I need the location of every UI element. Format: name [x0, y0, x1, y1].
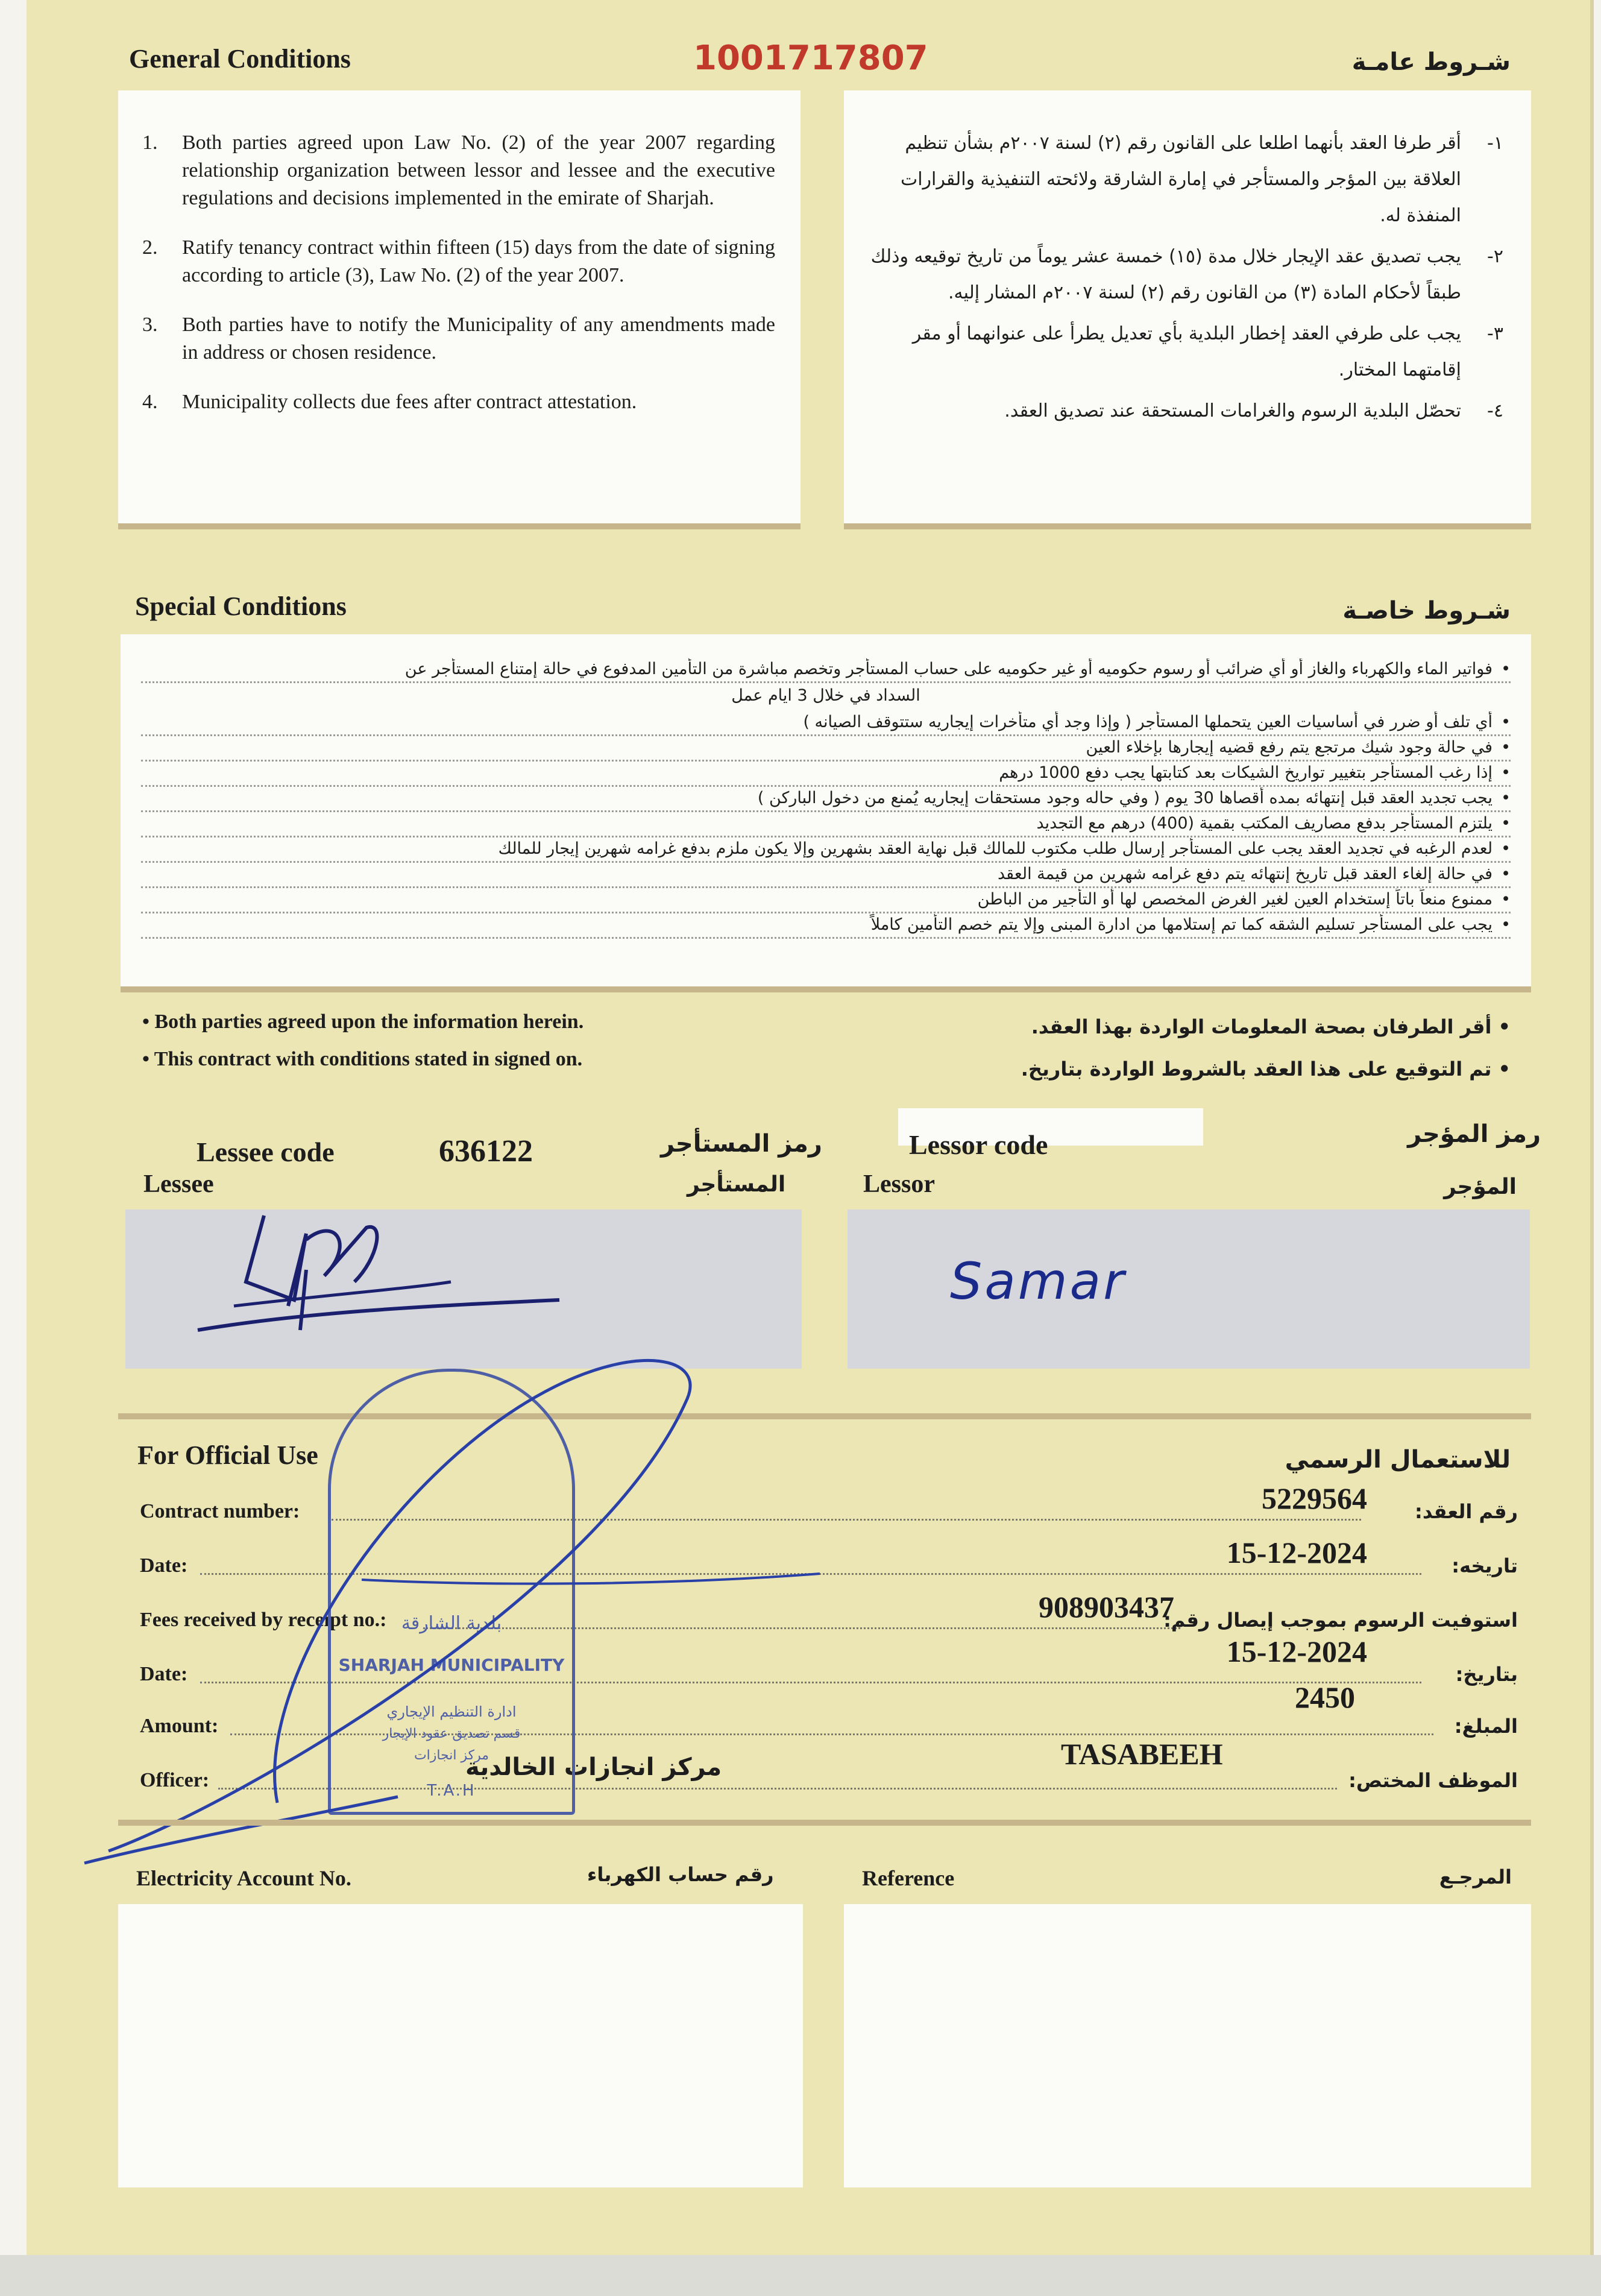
- lessee-code-value: 636122: [439, 1134, 533, 1168]
- official-use-title-ar: للاستعمال الرسمي: [1285, 1446, 1511, 1474]
- general-conditions-ar-panel: [844, 90, 1531, 529]
- contract-number-value: 5229564: [1262, 1481, 1367, 1515]
- special-condition-line: •فواتير الماء والكهرباء والغاز أو أي ضرائب أو رسوم حكوميه أو غير حكوميه على حساب المستأجر وتخصم مباشرة من التأمين المدفوع في حالة إمتناع المستأجر عن: [141, 658, 1511, 683]
- agreement-en-2: • This contract with conditions stated in signed on.: [142, 1048, 583, 1070]
- general-item: 4. Municipality collects due fees after contract attestation.: [142, 391, 637, 413]
- receipt-number-value: 908903437: [1039, 1590, 1174, 1624]
- general-item-ar: ٤- تحصّل البلدية الرسوم والغرامات المستحقة عند تصديق العقد.: [1004, 400, 1503, 421]
- lessor-code-label: Lessor code: [909, 1129, 1048, 1160]
- divider: [118, 1820, 1531, 1826]
- special-condition-line: •يجب على المستأجر تسليم الشقه كما تم إستلامها من ادارة المبنى وإلا يتم خصم التأمين كاملاً: [141, 914, 1511, 939]
- general-item: 3. Both parties have to notify the Municipality of any amendments made in address or chosen residence.: [142, 314, 775, 364]
- general-item-ar: ٣- يجب على طرفي العقد إخطار البلدية بأي تعديل يطرأ على عنوانهما أو مقر إقامتهما المختار.: [912, 323, 1503, 380]
- agreement-en-1: • Both parties agreed upon the information herein.: [142, 1011, 584, 1033]
- special-condition-line: •أي تلف أو ضرر في أساسيات العين يتحملها المستأجر ( وإذا وجد أي متأخرات إيجاريه ستتوقف الصيانه ): [141, 711, 1511, 736]
- general-item-ar: ٢- يجب تصديق عقد الإيجار خلال مدة (١٥) خمسة عشر يوماً من تاريخ توقيعه وذلك طبقاً لأحكام المادة (٣) من القانون رقم (٢) لسنة ٢٠٠٧م المشار إليه.: [870, 246, 1503, 303]
- special-conditions-title: Special Conditions: [135, 591, 347, 621]
- special-condition-line: •يجب تجديد العقد قبل إنتهائه بمده أقصاها 30 يوم ( وفي حاله وجود مستحقات إيجاريه يُمنع من دخول الباركن ): [141, 787, 1511, 812]
- officer-signature-loop: [60, 1320, 844, 1887]
- date2-value: 15-12-2024: [1226, 1635, 1367, 1668]
- contract-number-row: Contract number: 5229564 رقم العقد:: [140, 1481, 1518, 1523]
- special-conditions-title-ar: شـروط خاصـة: [1342, 597, 1511, 625]
- scan-background-strip: [0, 2255, 1601, 2296]
- special-condition-line: •إذا رغب المستأجر بتغيير تواريخ الشيكات بعد كتابتها يجب دفع 1000 درهم: [141, 762, 1511, 787]
- reference-box: [844, 1904, 1531, 2187]
- general-item: 1. Both parties agreed upon Law No. (2) of the year 2007 regarding relationship organization between lessor and lessee and the executive regulations and decisions implemented in the emirate of Sharjah.: [142, 131, 775, 209]
- officer-center-ar: مركز انجازات الخالدية: [465, 1753, 722, 1781]
- lessee-code-label: Lessee code: [197, 1137, 335, 1167]
- agreement-ar-1: • أقر الطرفان بصحة المعلومات الواردة بهذا العقد.: [1031, 1015, 1511, 1038]
- special-condition-line: •يلتزم المستأجر بدفع مصاريف المكتب بقمية (400) درهم مع التجديد: [141, 813, 1511, 837]
- lessor-signature: Samar: [950, 1252, 1127, 1311]
- municipality-stamp: بلدية الشارقة SHARJAH MUNICIPALITY ادارة التنظيم الإيجاري قسم تصديق عقود الإيجار مركز انجازات T.A.H: [328, 1369, 575, 1815]
- date-value: 15-12-2024: [1226, 1536, 1367, 1569]
- lessee-label-ar: المستأجر: [687, 1172, 786, 1197]
- reference-label-ar: المرجـع: [1439, 1866, 1512, 1888]
- official-use-title: For Official Use: [137, 1440, 318, 1470]
- date2-row: Date: 15-12-2024 بتاريخ:: [140, 1635, 1518, 1686]
- general-conditions-en-panel: [118, 90, 800, 529]
- general-conditions-title: General Conditions: [129, 44, 351, 74]
- lessor-label: Lessor: [863, 1170, 935, 1198]
- general-item: 2. Ratify tenancy contract within fifteen (15) days from the date of signing according to article (3), Law No. (2) of the year 2007.: [142, 236, 775, 286]
- special-condition-line: •ممنوع منعاً باتاً إستخدام العين لغير الغرض المخصص لها أو التأجير من الباطن: [141, 889, 1511, 913]
- lessor-code-label-ar: رمز المؤجر: [1408, 1120, 1541, 1148]
- special-condition-line: •لعدم الرغبه في تجديد العقد يجب على المستأجر إرسال طلب مكتوب للمالك قبل نهاية العقد بشهرين وإلا يكون ملزم بدفع غرامه شهرين إيجار للمالك: [141, 838, 1511, 863]
- lessee-code-label-ar: رمز المستأجر: [661, 1130, 822, 1158]
- special-condition-line-cont: السداد في خلال 3 ايام عمل: [731, 686, 920, 705]
- officer-row: Officer: مركز انجازات الخالدية TASABEEH الموظف المختص:: [140, 1737, 1518, 1792]
- special-condition-line: •في حالة إلغاء العقد قبل تاريخ إنتهائه يتم دفع غرامه شهرين من قيمة العقد: [141, 863, 1511, 888]
- amount-value: 2450: [1295, 1680, 1355, 1714]
- lessor-signature-box: [848, 1210, 1530, 1369]
- serial-number: 1001717807: [693, 39, 928, 78]
- special-condition-line: •في حالة وجود شيك مرتجع يتم رفع قضيه إيجارها بإخلاء العين: [141, 737, 1511, 762]
- electricity-account-label-ar: رقم حساب الكهرباء: [587, 1863, 774, 1886]
- electricity-account-label: Electricity Account No.: [136, 1866, 351, 1890]
- general-conditions-title-ar: شـروط عامـة: [1351, 48, 1511, 76]
- electricity-account-box: [118, 1904, 803, 2187]
- amount-row: Amount: 2450 المبلغ:: [140, 1680, 1518, 1738]
- special-conditions-list: [141, 658, 1511, 972]
- general-item-ar: ١- أقر طرفا العقد بأنهما اطلعا على القانون رقم (٢) لسنة ٢٠٠٧م بشأن تنظيم العلاقة بين المؤجر والمستأجر في إمارة الشارقة ولائحته التنفيذية والقرارات المنفذة له.: [900, 133, 1503, 226]
- date-row: Date: 15-12-2024 تاريخه:: [140, 1536, 1518, 1577]
- officer-value: TASABEEH: [1061, 1737, 1223, 1771]
- fees-receipt-row: Fees received by receipt no.: 908903437 استوفيت الرسوم بموجب إيصال رقم:: [140, 1590, 1518, 1632]
- lessor-label-ar: المؤجر: [1444, 1175, 1517, 1199]
- special-conditions-panel: [121, 634, 1531, 992]
- agreement-ar-2: • تم التوقيع على هذا العقد بالشروط الواردة بتاريخ.: [1021, 1058, 1511, 1080]
- reference-label: Reference: [862, 1866, 955, 1890]
- lessee-label: Lessee: [143, 1170, 214, 1198]
